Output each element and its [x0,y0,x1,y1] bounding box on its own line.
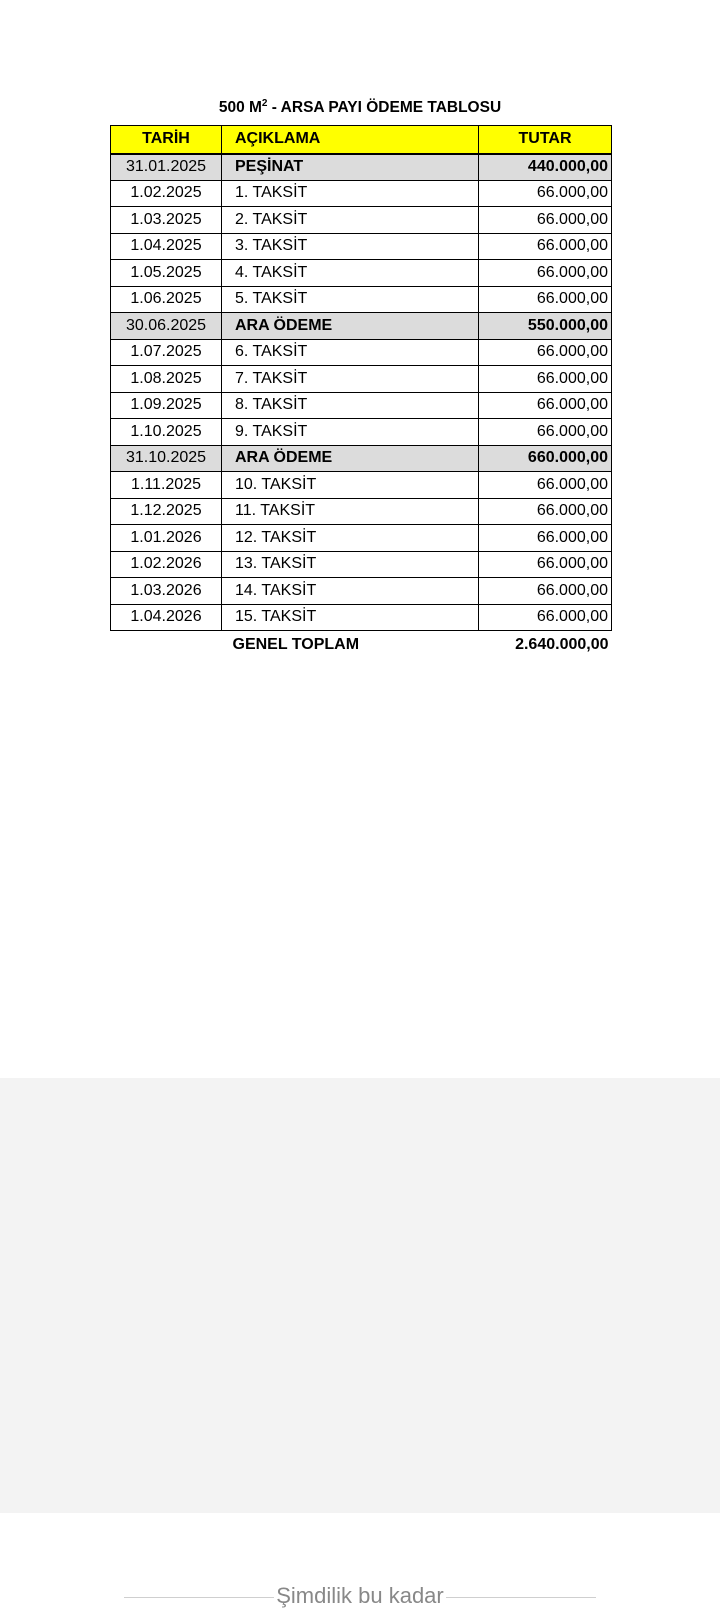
title-superscript: 2 [261,98,268,109]
table-row [111,286,612,313]
table-row [111,551,612,578]
row-amount: 66.000,00 [479,578,612,605]
row-date: 1.11.2025 [111,472,222,499]
row-date: 1.08.2025 [111,366,222,393]
title-prefix: 500 M [218,99,262,116]
end-note-text: Şimdilik bu kadar [276,1583,444,1608]
row-amount: 66.000,00 [479,286,612,313]
row-amount: 66.000,00 [479,392,612,419]
row-date: 31.10.2025 [111,445,222,472]
row-date: 1.04.2025 [111,233,222,260]
row-amount: 440.000,00 [479,154,612,181]
row-date: 1.10.2025 [111,419,222,446]
row-date: 1.03.2026 [111,578,222,605]
row-description: 7. TAKSİT [222,366,479,393]
row-description: 6. TAKSİT [222,339,479,366]
table-row [111,180,612,207]
table-row [111,578,612,605]
row-date: 30.06.2025 [111,313,222,340]
table-row [111,525,612,552]
row-description: 4. TAKSİT [222,260,479,287]
row-description: 3. TAKSİT [222,233,479,260]
row-description: 1. TAKSİT [222,180,479,207]
table-title [110,98,610,118]
row-description: 10. TAKSİT [222,472,479,499]
row-description: ARA ÖDEME [222,445,479,472]
row-amount: 66.000,00 [479,260,612,287]
table-row [111,154,612,181]
row-description: 8. TAKSİT [222,392,479,419]
total-label: GENEL TOPLAM [232,635,360,653]
table-row [111,445,612,472]
row-date: 1.04.2026 [111,604,222,631]
table-row [111,472,612,499]
end-of-document-note [0,1581,720,1611]
table-row [111,392,612,419]
row-date: 1.02.2025 [111,180,222,207]
row-amount: 66.000,00 [479,419,612,446]
row-date: 31.01.2025 [111,154,222,181]
header-description: AÇIKLAMA [222,126,479,154]
row-date: 1.09.2025 [111,392,222,419]
table-row [111,260,612,287]
title-suffix: - ARSA PAYI ÖDEME TABLOSU [267,99,502,116]
table-header-row [111,126,612,154]
row-date: 1.07.2025 [111,339,222,366]
row-amount: 66.000,00 [479,525,612,552]
table-row [111,604,612,631]
row-description: 9. TAKSİT [222,419,479,446]
row-date: 1.06.2025 [111,286,222,313]
row-date: 1.01.2026 [111,525,222,552]
row-amount: 550.000,00 [479,313,612,340]
row-date: 1.02.2026 [111,551,222,578]
row-description: 13. TAKSİT [222,551,479,578]
header-amount: TUTAR [479,126,612,154]
total-amount: 2.640.000,00 [515,635,609,653]
row-amount: 66.000,00 [479,366,612,393]
row-description: ARA ÖDEME [222,313,479,340]
row-amount: 66.000,00 [479,339,612,366]
row-description: PEŞİNAT [222,154,479,181]
total-row [111,631,612,659]
row-amount: 66.000,00 [479,498,612,525]
table-row [111,339,612,366]
divider-right [446,1597,596,1598]
row-amount: 66.000,00 [479,472,612,499]
row-description: 15. TAKSİT [222,604,479,631]
payment-table [110,125,612,659]
table-row [111,498,612,525]
total-empty-cell [111,631,222,659]
divider-left [124,1597,274,1598]
row-description: 5. TAKSİT [222,286,479,313]
row-description: 12. TAKSİT [222,525,479,552]
row-description: 11. TAKSİT [222,498,479,525]
table-body [111,154,612,659]
row-amount: 66.000,00 [479,551,612,578]
table-row [111,366,612,393]
table-row [111,207,612,234]
table-row [111,313,612,340]
row-date: 1.05.2025 [111,260,222,287]
row-amount: 66.000,00 [479,604,612,631]
row-description: 2. TAKSİT [222,207,479,234]
row-amount: 66.000,00 [479,180,612,207]
row-date: 1.03.2025 [111,207,222,234]
row-description: 14. TAKSİT [222,578,479,605]
row-amount: 66.000,00 [479,207,612,234]
empty-gray-area [0,1078,720,1513]
table-row [111,419,612,446]
header-date: TARİH [111,126,222,154]
row-amount: 660.000,00 [479,445,612,472]
row-amount: 66.000,00 [479,233,612,260]
row-date: 1.12.2025 [111,498,222,525]
table-row [111,233,612,260]
